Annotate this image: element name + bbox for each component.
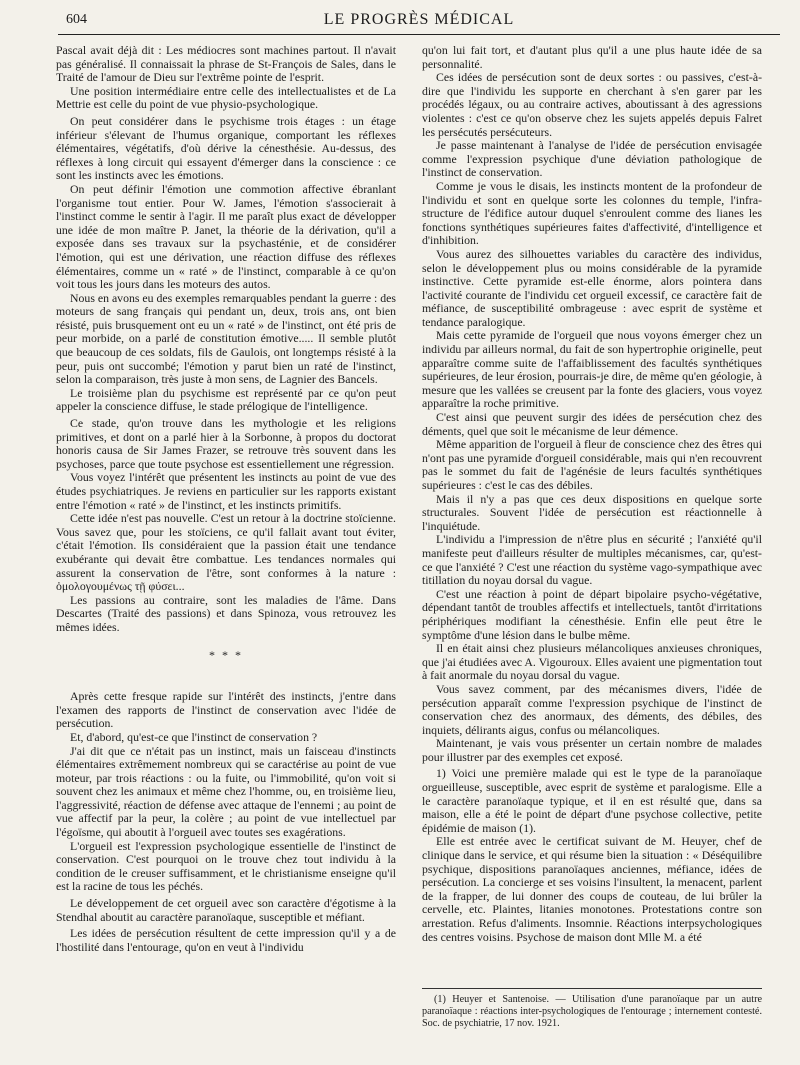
paragraph: Mais cette pyramide de l'orgueil que nous voyons émerger chez un individu par ailleurs normal, du fait de son hypertrophie originelle, peut apparaître comme suite de l'affaiblissement des facultés synthétiques supérieures, de leur érosion, pourrais-je dire, de même qu'en géologie, à mesure que les vallées se creusent par la fonte des glaciers, vous voyez apparaître la roche primitive. xyxy=(422,328,762,411)
left-column xyxy=(56,44,396,954)
paragraph: Ce stade, qu'on trouve dans les mythologie et les religions primitives, et dont on a parlé hier à la Sorbonne, à propos du doctorat honoris causa de Sir James Frazer, se retrouve très souvent dans les psychoses, parce que toute psychose est essentiellement une régression. xyxy=(56,416,396,471)
paragraph: Vous savez comment, par des mécanismes divers, l'idée de persécution apparaît comme l'expression psychique de l'instinct de conservation chez des anormaux, des déments, des débiles, des inquiets, délirants aigus, confus ou mélancoliques. xyxy=(422,681,762,737)
paragraph: Elle est entrée avec le certificat suivant de M. Heuyer, chef de clinique dans le service, et qui résume bien la situation : « Déséquilibre psychique, dispositions paranoïaques anciennes, méfiance, idées de persécution. La concierge et ses voisins l'insultent, la menacent, parlent de la frapper, de lui donner des coups de couteau, de lui brûler la cervelle, etc. Plaintes, litanies monotones. Protestations contre son arrestation. Refus d'aliments. Insomnie. Réactions interpsychologiques des centres voisins. Psychose de maison dont Mlle M. a été xyxy=(422,834,762,944)
paragraph: Les idées de persécution résultent de cette impression qu'il y a de l'hostilité dans l'entourage, qu'on en veut à l'individu xyxy=(56,926,396,954)
paragraph: Et, d'abord, qu'est-ce que l'instinct de conservation ? xyxy=(70,729,318,744)
paragraph: qu'on lui fait tort, et d'autant plus qu'il a une plus haute idée de sa personnalité. xyxy=(422,43,762,71)
paragraph: L'individu a l'impression de n'être plus en sécurité ; l'anxiété qu'il manifeste peut d'ailleurs résulter de multiples mécanismes, car, qu'est-ce que l'anxiété ? C'est une réaction du système vago-sympathique avec titillation du noyau dorsal du vague. xyxy=(422,532,762,588)
paragraph: Le développement de cet orgueil avec son caractère d'égotisme à la Stendhal aboutit au caractère paranoïaque, susceptible et méfiant. xyxy=(56,896,396,924)
paragraph: Il en était ainsi chez plusieurs mélancoliques anxieuses chroniques, que j'ai étudiées avec A. Vigouroux. Elles avaient une pigmentation tout à fait anormale du noyau dorsal du vague. xyxy=(422,641,762,683)
paragraph: Je passe maintenant à l'analyse de l'idée de persécution envisagée comme l'expression psychique d'une déviation pathologique de l'instinct de conservation. xyxy=(422,138,762,180)
paragraph: Vous aurez des silhouettes variables du caractère des individus, selon le développement plus ou moins considérable de la pyramide instinctive. Cette pyramide est-elle énorme, alors pointera dans l'activité courante de l'individu cet orgueil excessif, ce caractère fait de méfiance, de susceptibilité ombrageuse : avec esprit de système et tendance paralogique. xyxy=(422,246,762,329)
paragraph: 1) Voici une première malade qui est le type de la paranoïaque orgueilleuse, susceptible, avec esprit de système et paralogisme. Elle a le caractère paranoïaque typique, et il en est résulté que, dans sa maison, elle a été le point de départ d'une psychose collective, petite épidémie de maison (1). xyxy=(422,766,762,835)
right-column xyxy=(422,44,762,944)
paragraph: Comme je vous le disais, les instincts montent de la profondeur de l'individu et sont en quelque sorte les colonnes du temple, l'infra-structure de l'édifice autour duquel s'enroulent comme des lianes les fonctions synthétiques supérieures faites d'affectivité, d'intelligence et d'inhibition. xyxy=(422,178,762,248)
paragraph: Ces idées de persécution sont de deux sortes : ou passives, c'est-à-dire que l'individu les supporte en cherchant à s'en garer par les procédés légaux, ou au contraire actives, aboutissant à des agressions violentes : c'est ce qu'on observe chez les sujets appelés depuis Falret les persécutés persécuteurs. xyxy=(422,70,762,139)
paragraph: Après cette fresque rapide sur l'intérêt des instincts, j'entre dans l'examen des rapports de l'instinct de conservation avec l'idée de persécution. xyxy=(56,689,396,731)
page-header xyxy=(58,8,780,35)
journal-title: LE PROGRÈS MÉDICAL xyxy=(323,11,515,28)
paragraph: C'est ainsi que peuvent surgir des idées de persécution chez des déments, quel que soit le mécanisme de leur démence. xyxy=(422,410,762,438)
footnote-divider xyxy=(422,988,762,989)
left-column-text-after-break xyxy=(56,690,396,954)
section-break-asterisks: * * * xyxy=(209,647,243,662)
paragraph: Le troisième plan du psychisme est représenté par ce qu'on peut appeler la conscience diffuse, le stade prélogique de l'intelligence. xyxy=(56,385,396,414)
paragraph: Cette idée n'est pas nouvelle. C'est un retour à la doctrine stoïcienne. Vous savez que, pour les stoïciens, ce qu'il fallait avant tout éviter, c'était l'émotion. Ils considéraient que la passion était une tendance exubérante qui devait être combattue. Les tendances normales qui assurent la conservation de l'être, sont conformes à la nature : ὁμολογουμένως τῇ φύσει... xyxy=(56,511,396,594)
page-number: 604 xyxy=(66,12,87,27)
footnote-text: (1) Heuyer et Santenoise. — Utilisation d'une paranoïaque par un autre paranoïaque : réactions inter-psychologiques de l'entourage ; internement contesté. Soc. de psychiatrie, 17 nov. 1921. xyxy=(422,994,762,1029)
paragraph: On peut considérer dans le psychisme trois étages : un étage inférieur s'élevant de l'humus organique, comportant les réflexes élémentaires, végétatifs, d'où dérive la cénesthésie. Au-dessus, des réflexes à long circuit qui essayent d'émerger dans la conscience : ce sont les instincts avec les émotions. xyxy=(56,113,396,183)
paragraph: Maintenant, je vais vous présenter un certain nombre de malades pour illustrer par des exemples cet exposé. xyxy=(422,736,762,764)
paragraph: Même apparition de l'orgueil à fleur de conscience chez des êtres qui n'ont pas une pyramide d'orgueil considérable, mais qui n'en recouvrent pas le sommet du fait de l'agénésie de leurs facultés synthétiques supérieures : c'est le cas des débiles. xyxy=(422,437,762,492)
paragraph: C'est une réaction à point de départ bipolaire psycho-végétative, dépendant tantôt de troubles affectifs et intellectuels, tantôt d'irritations périphériques modifiant la cénesthésie. Enfin elle peut être le symptôme d'une lésion dans le bulbe même. xyxy=(422,586,762,642)
paragraph: Vous voyez l'intérêt que présentent les instincts au point de vue des études psychiatriques. Je reviens en particulier sur les rapports existant entre l'émotion « raté » de l'instinct, et les instincts primitifs. xyxy=(56,470,396,512)
paragraph: Les passions au contraire, sont les maladies de l'âme. Dans Descartes (Traité des passions) et dans Spinoza, vous retrouvez les mêmes idées. xyxy=(56,592,396,634)
paragraph: Nous en avons eu des exemples remarquables pendant la guerre : des moteurs de sang français qui pendant un, deux, trois ans, ont bien résisté, puis brusquement ont eu un « raté » de l'instinct, ont été pris de peur morbide, on a parlé de constitution émotive..... Il semble plutôt que beaucoup de ces soldats, fils de Gaulois, ont longtemps résisté à la peur, puis ont succombé; l'émotion y parut bien un raté de l'instinct, selon la comparaison, très juste à mon sens, de Lagnier des Bancels. xyxy=(56,290,396,387)
paragraph: Mais il n'y a pas que ces deux dispositions en quelque sorte structurales. Souvent l'idée de persécution est réactionnelle à l'inquiétude. xyxy=(422,491,762,533)
paragraph: On peut définir l'émotion une commotion affective ébranlant l'organisme tout entier. Pour W. James, l'émotion s'associerait à l'instinct comme le sentir à l'agir. Il me paraît plus exact de développer une idée de mon maître P. Janet, la théorie de la dérivation, qu'il a exposée dans ses travaux sur la psychasténie, et de considérer l'émotion, qui est une dérivation, une réaction diffuse des réflexes élémentaires, comme un « raté » de l'instinct, comparable à ce qu'on voit tous les jours dans les moteurs des autos. xyxy=(56,181,396,292)
footnote xyxy=(422,994,762,1029)
paragraph: Une position intermédiaire entre celle des intellectualistes et de La Mettrie est celle du point de vue physio-psychologique. xyxy=(56,83,396,112)
paragraph: Pascal avait déjà dit : Les médiocres sont machines partout. Il n'avait pas généralisé. Il connaissait la phrase de St-François de Sales, dans le Traité de l'amour de Dieu sur l'extrême pointe de l'esprit. xyxy=(56,43,396,85)
paragraph: L'orgueil est l'expression psychologique essentielle de l'instinct de conservation. C'est pourquoi on le trouve chez tout individu à la condition de le creuser suffisamment, et le christianisme enseigne qu'il est la racine de tous les péchés. xyxy=(56,838,396,894)
paragraph: J'ai dit que ce n'était pas un instinct, mais un faisceau d'instincts élémentaires extrêmement nombreux qui se caractérise au point de vue moteur, par trois réactions : ou la fuite, ou l'immobilité, qu'on voit si souvent chez les animaux et même chez l'homme, ou, en troisième lieu, l'aggressivité, réaction de défense avec attaque de l'ennemi ; au point de vue affectif par la peur, la colère ; au point de vue intellectuel par l'égoïsme, qui aboutit à l'orgueil avec toutes ses exagérations. xyxy=(56,743,396,840)
left-column-text xyxy=(56,44,396,635)
